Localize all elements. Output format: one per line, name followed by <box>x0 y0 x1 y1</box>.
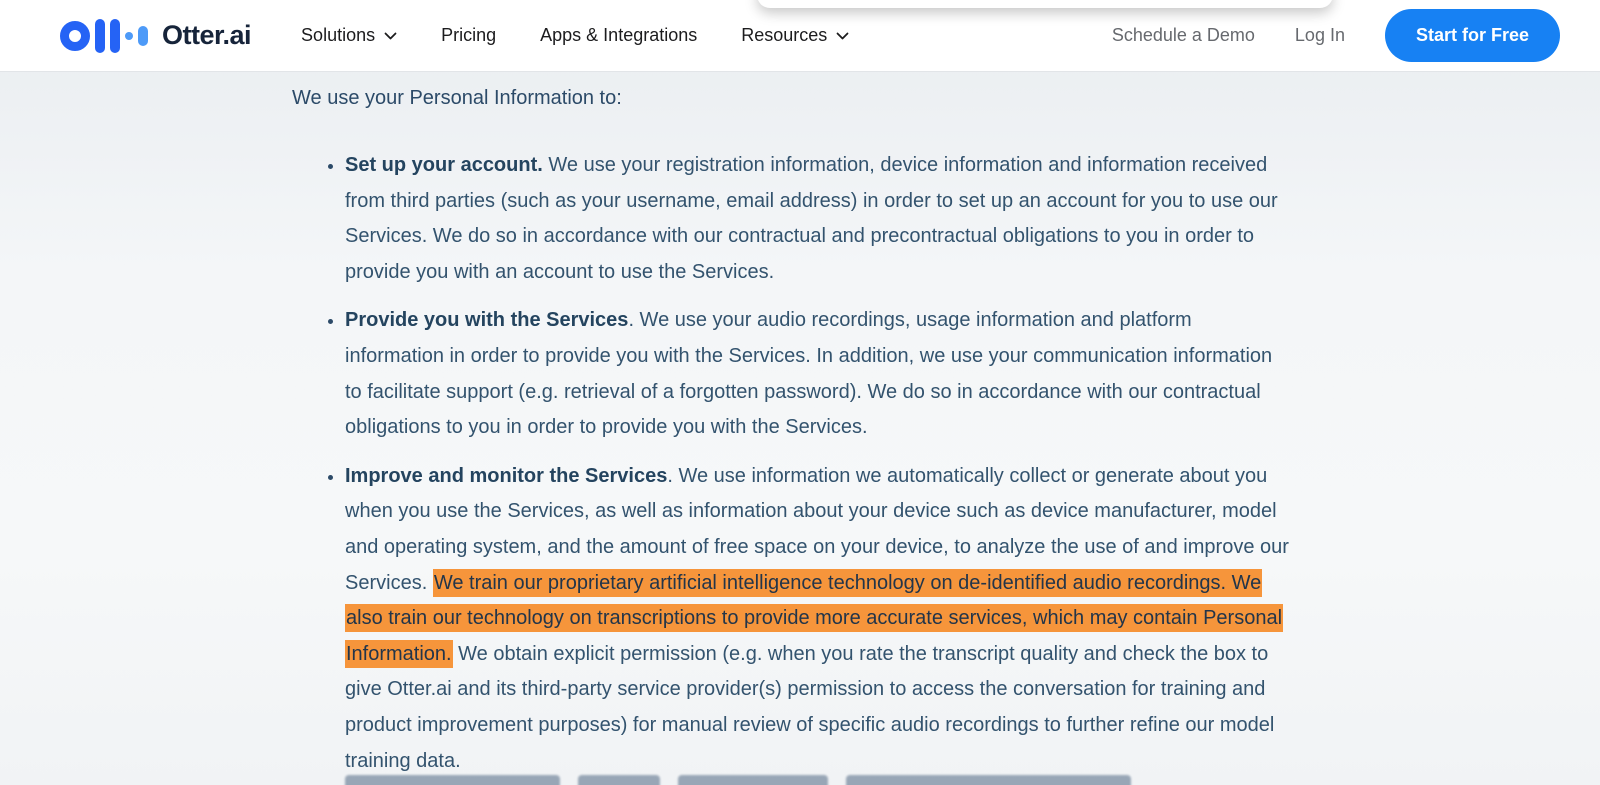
bullet-lead: Set up your account. <box>345 154 543 176</box>
start-for-free-button[interactable]: Start for Free <box>1385 9 1560 62</box>
clipped-text-fragment <box>578 775 660 785</box>
schedule-demo-link[interactable]: Schedule a Demo <box>1111 25 1255 45</box>
policy-content <box>0 72 1600 785</box>
primary-nav <box>301 25 849 46</box>
top-navbar <box>0 0 1600 72</box>
nav-item-solutions[interactable] <box>301 25 397 46</box>
intro-paragraph: We use your Personal Information to: <box>292 87 622 109</box>
bullet-lead: Provide you with the Services <box>345 309 629 332</box>
clipped-next-text-line <box>345 775 1131 785</box>
logo-dot-group <box>125 26 148 46</box>
log-in-link[interactable]: Log In <box>1294 25 1345 45</box>
usage-bullet <box>345 459 1292 779</box>
bullet-lead: Improve and monitor the Services <box>345 464 668 487</box>
nav-item-label: Resources <box>741 25 828 45</box>
bullet-text: . We use your audio recordings, usage information and platform information in order to provide you with the Services. In addition, we use your communication information to facilitate support (e.g. retrieval of a forgotten password). We do so in accordance with our contractual obligations to you in order to provide you with the Services. <box>345 309 1273 439</box>
chevron-down-icon <box>836 32 849 41</box>
otter-logo[interactable] <box>60 17 251 55</box>
logo-dot-shape <box>125 32 133 40</box>
usage-list <box>292 148 1292 779</box>
brand-name: Otter.ai <box>162 20 252 50</box>
highlighted-text: We train our proprietary artificial intelligence technology on de-identified audio recordings. We also train our technology on transcriptions to provide more accurate services, which may contain Personal Information. <box>345 569 1283 668</box>
bullet-text: We use your registration information, device information and information received from third parties (such as your username, email address) in order to set up an account for you to use our Services. We do so in accordance with our contractual and precontractual obligations to you in order to provide you with an account to use the Services. <box>345 154 1278 283</box>
bullet-text: . We use information we automatically collect or generate about you when you use the Services, as well as information about your device such as device manufacturer, model and operating system, and the amount of free space on your device, to analyze the use of and improve our Services. <box>345 464 1289 594</box>
bullet-text: We obtain explicit permission (e.g. when you rate the transcript quality and check the box to give Otter.ai and its third-party service provider(s) permission to access the conversation for training and product improvement purposes) for manual review of specific audio recordings to further refine our model training data. <box>345 642 1275 772</box>
logo-bar-shape <box>95 19 105 53</box>
usage-bullet <box>345 303 1292 445</box>
nav-item-label: Solutions <box>301 25 376 45</box>
nav-item-pricing[interactable] <box>441 25 496 46</box>
nav-item-label: Apps & Integrations <box>540 25 698 45</box>
logo-ring-shape <box>60 21 90 51</box>
logo-bar-shape <box>110 19 120 53</box>
usage-bullet <box>345 148 1292 290</box>
clipped-text-fragment <box>678 775 828 785</box>
clipped-text-fragment <box>345 775 560 785</box>
secondary-nav <box>1112 9 1560 62</box>
logo-smallbar-shape <box>138 26 148 46</box>
nav-item-resources[interactable] <box>741 25 849 46</box>
otter-logo-icon <box>60 17 148 55</box>
nav-item-label: Pricing <box>441 25 497 45</box>
nav-item-apps-integrations[interactable] <box>540 25 697 46</box>
chevron-down-icon <box>384 32 397 41</box>
clipped-text-fragment <box>846 775 1131 785</box>
clipped-dropdown-panel <box>757 0 1333 8</box>
